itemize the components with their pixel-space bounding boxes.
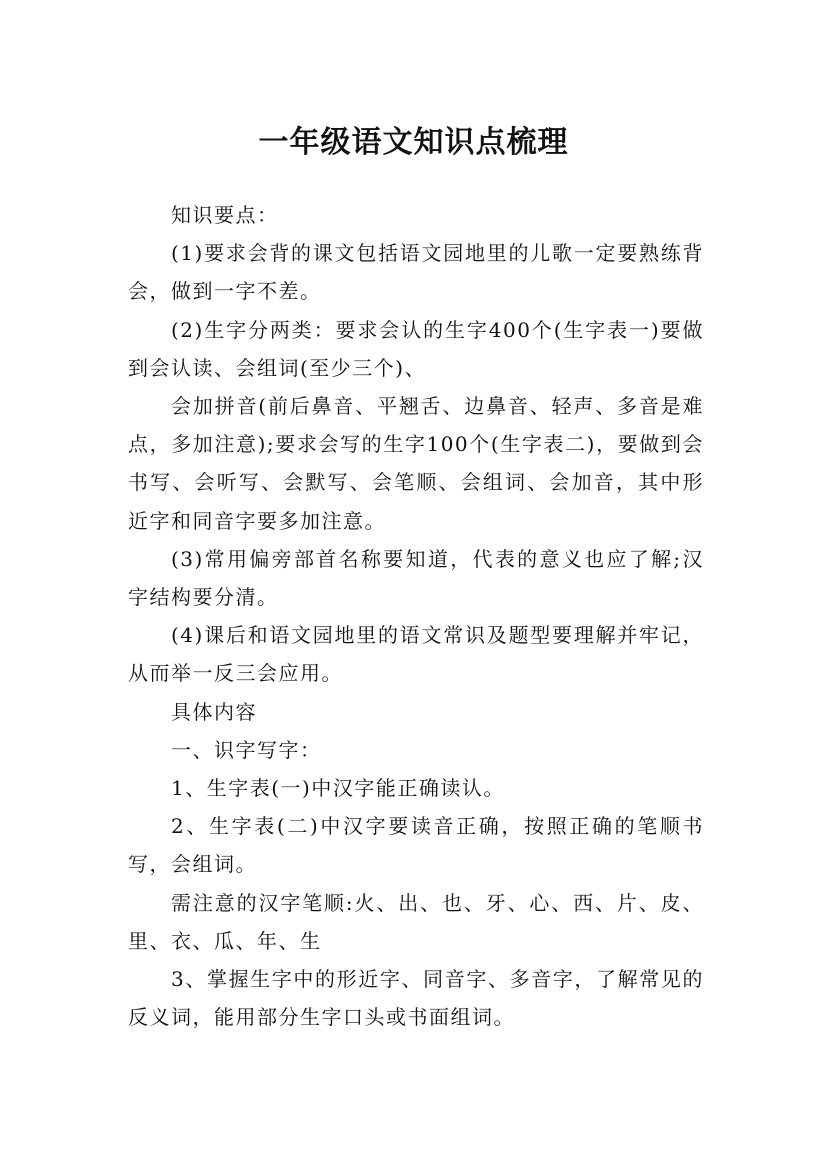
paragraph-stroke-order: 需注意的汉字笔顺:火、出、也、牙、心、西、片、皮、里、衣、瓜、年、生 [128,890,704,953]
paragraph-item-2: 2、生字表(二)中汉字要读音正确，按照正确的笔顺书写，会组词。 [128,814,704,877]
paragraph-item-3: 3、掌握生字中的形近字、同音字、多音字，了解常见的反义词，能用部分生字口头或书面组词。 [128,967,704,1030]
paragraph-item-1: 1、生字表(一)中汉字能正确读认。 [171,776,505,801]
paragraph-specific-content: 具体内容 [171,699,257,724]
paragraph-point-1: (1)要求会背的课文包括语文园地里的儿歌一定要熟练背会，做到一字不差。 [128,241,704,304]
paragraph-point-2: (2)生字分两类：要求会认的生字400个(生字表一)要做到会认读、会组词(至少三个)、 [128,317,704,380]
paragraph-point-4: (4)课后和语文园地里的语文常识及题型要理解并牢记，从而举一反三会应用。 [128,623,704,686]
paragraph-point-3: (3)常用偏旁部首名称要知道，代表的意义也应了解;汉字结构要分清。 [128,546,704,610]
paragraph-point-2-continued: 会加拼音(前后鼻音、平翘舌、边鼻音、轻声、多音是难点，多加注意);要求会写的生字100个(生字表二)，要做到会书写、会听写、会默写、会笔顺、会组词、会加音，其中形近字和同音字要多加注意。 [128,394,704,533]
paragraph-knowledge-points: 知识要点： [171,203,279,227]
document-title: 一年级语文知识点梳理 [258,125,569,161]
paragraph-section-one: 一、识字写字： [171,737,322,762]
document-body [128,196,704,1036]
